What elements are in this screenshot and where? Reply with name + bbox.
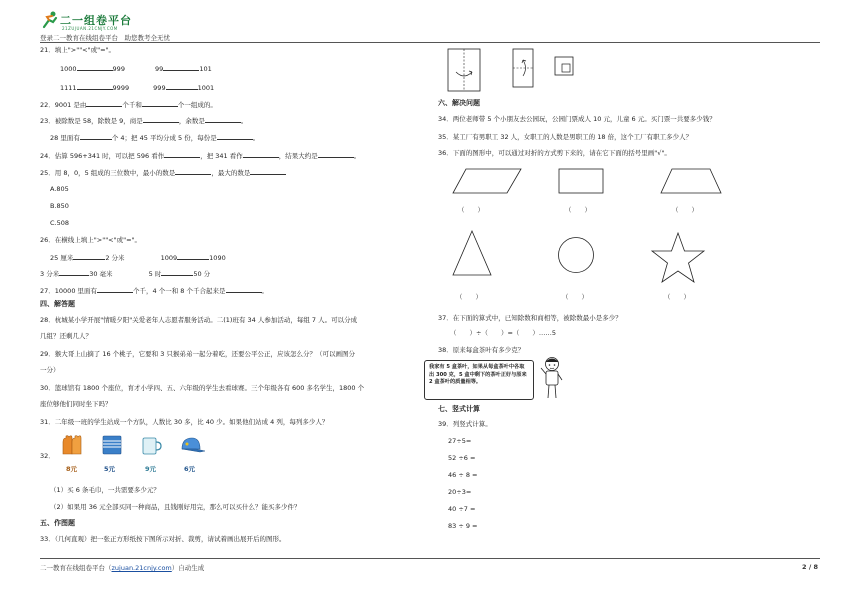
star-icon <box>650 232 706 284</box>
q30-line1: 30．篮球馆有 1800 个座位，育才小学四、五、六年级的学生去看球赛。三个年级各有 600 多名学生，1800 个 <box>40 384 365 392</box>
calc-item-1: 27÷5= <box>448 437 472 445</box>
q32-part1: （1）买 6 条毛巾，一共需要多少元？ <box>50 486 160 494</box>
gloves-icon <box>60 434 84 456</box>
triangle-icon <box>452 230 492 276</box>
q39-text: 39．列竖式计算。 <box>438 420 492 428</box>
price-mug: 9元 <box>145 465 157 473</box>
q26-row2: 3 分米 30 毫米 5 时 50 分 <box>40 270 211 278</box>
q30-line2: 座位够他们同时坐下吗？ <box>40 400 112 408</box>
q23-text: 23．被除数是 58，除数是 9，商是 ，余数是 。 <box>40 117 248 125</box>
q29-line1: 29．猴大哥上山摘了 16 个桃子，它要和 3 只猴弟弟一起分着吃，还要公平公正，应该怎么分？（可以画图分 <box>40 350 355 358</box>
q37-equation: （ ）÷（ ）=（ ）……5 <box>450 329 557 337</box>
fold-step3-icon <box>554 56 574 76</box>
footer-source: 二一教育在线组卷平台（zujuan.21cnjy.com）自动生成 <box>40 564 205 572</box>
section-5-title: 五、作图题 <box>40 519 75 527</box>
q31-text: 31．二年级一班的学生站成一个方队，人数比 30 多，比 40 少。如果他们站成 4 列，每列多少人？ <box>40 418 329 426</box>
brand-sub: 21ZUJUAN.21CNJY.COM <box>62 26 118 31</box>
footer-link[interactable]: zujuan.21cnjy.com <box>111 564 172 572</box>
rectangle-icon <box>558 168 604 194</box>
header-tagline: 登录二一教育在线组卷平台 助您教考全无忧 <box>40 34 170 42</box>
section-6-title: 六、解决问题 <box>438 99 480 107</box>
q21-row2: 1111 9999 999 1001 <box>60 84 215 92</box>
q25-option-c[interactable]: C.508 <box>50 219 70 227</box>
page-number: 2 / 8 <box>802 563 818 571</box>
section-4-title: 四、解答题 <box>40 300 75 308</box>
towel-icon <box>100 434 124 456</box>
answer-paren-rectangle[interactable]: （ ） <box>565 206 591 214</box>
q26-row1: 25 厘米 2 分米 1009 1090 <box>50 254 226 262</box>
q29-line2: 一分） <box>40 366 60 374</box>
footer-divider <box>40 558 820 559</box>
calc-item-5: 40 ÷7 = <box>448 505 476 513</box>
q24-text: 24．估算 596+341 时，可以把 596 看作 ，把 341 看作 ，结果大约是 。 <box>40 152 361 160</box>
price-towel: 5元 <box>104 465 116 473</box>
price-cap: 6元 <box>184 465 196 473</box>
q34-text: 34．两位老师带 5 个小朋友去公园玩，公园门票成人 10 元，儿童 6 元。买门票一共要多少钱？ <box>438 115 716 123</box>
calc-item-4: 20÷3= <box>448 488 472 496</box>
q25-text: 25．用 8，0，5 组成的三位数中，最小的数是 ，最大的数是 <box>40 168 286 178</box>
mug-icon <box>140 434 164 456</box>
site-logo[interactable] <box>40 10 150 32</box>
trapezoid-icon <box>660 168 722 194</box>
q28-line2: 几组？还剩几人？ <box>40 332 92 340</box>
q23-text-2: 28 里面有 个 4；把 45 平均分成 5 份，每份是 。 <box>50 134 260 142</box>
q21-text: 21．填上">""<"或"="。 <box>40 46 116 54</box>
answer-paren-triangle[interactable]: （ ） <box>456 293 482 301</box>
q28-line1: 28．杭城某小学开展"情暖夕阳"关爱老年人志愿者服务活动。二(1)班有 34 人参加活动，每组 7 人。可以分成 <box>40 316 358 324</box>
cap-icon <box>178 434 206 456</box>
q35-text: 35．某工厂有男职工 32 人，女职工的人数是男职工的 18 倍，这个工厂有职工多少人？ <box>438 133 693 141</box>
fold-step2-icon <box>512 48 534 88</box>
calc-item-3: 46 ÷ 8 = <box>448 471 478 479</box>
q22-text: 22．9001 是由 个千和 个一组成的。 <box>40 101 217 109</box>
q21-row1: 1000 999 99 101 <box>60 65 212 73</box>
q38-speech-bubble: 我家有 5 盒茶叶，如果从每盒茶叶中各取出 300 克，5 盒中剩下的茶叶正好与原来 2 盒茶叶的质量相等。 <box>424 360 534 400</box>
circle-icon <box>557 236 595 274</box>
q32-label: 32． <box>40 452 55 460</box>
q25-option-b[interactable]: B.850 <box>50 202 69 210</box>
parallelogram-icon <box>452 168 522 194</box>
q32-part2: （2）如果用 36 元全部买同一种商品，且钱刚好用完，那么可以买什么？能买多少件？ <box>50 503 301 511</box>
q36-text: 36．下面的图形中，可以通过对折的方式剪下来的，请在它下面的括号里画"√"。 <box>438 149 671 157</box>
answer-paren-star[interactable]: （ ） <box>664 293 690 301</box>
q38-text: 38．原来每盒茶叶有多少克？ <box>438 346 525 354</box>
section-7-title: 七、竖式计算 <box>438 405 480 413</box>
fold-step1-icon <box>447 48 481 92</box>
calc-item-2: 52 ÷6 = <box>448 454 476 462</box>
q37-text: 37．在下面的算式中，已知除数和商相等，被除数最小是多少？ <box>438 314 622 322</box>
runner-logo-icon <box>40 10 60 30</box>
q33-text: 33．（几何直观）把一张正方形纸按下图所示对折、裁剪，请试着画出展开后的图形。 <box>40 535 286 543</box>
answer-paren-circle[interactable]: （ ） <box>562 293 588 301</box>
brand-name: 二一组卷平台 <box>60 14 132 27</box>
price-gloves: 8元 <box>66 465 78 473</box>
q27-text: 27．10000 里面有 个千，4 个一和 8 个千合起来是 。 <box>40 287 268 295</box>
calc-item-6: 83 ÷ 9 = <box>448 522 478 530</box>
header-divider <box>40 42 820 43</box>
answer-paren-parallelogram[interactable]: （ ） <box>458 206 484 214</box>
q25-option-a[interactable]: A.805 <box>50 185 69 193</box>
answer-paren-trapezoid[interactable]: （ ） <box>672 206 698 214</box>
child-figure-icon <box>540 356 564 400</box>
q26-text: 26．在横线上填上">""<"或"="。 <box>40 236 142 244</box>
